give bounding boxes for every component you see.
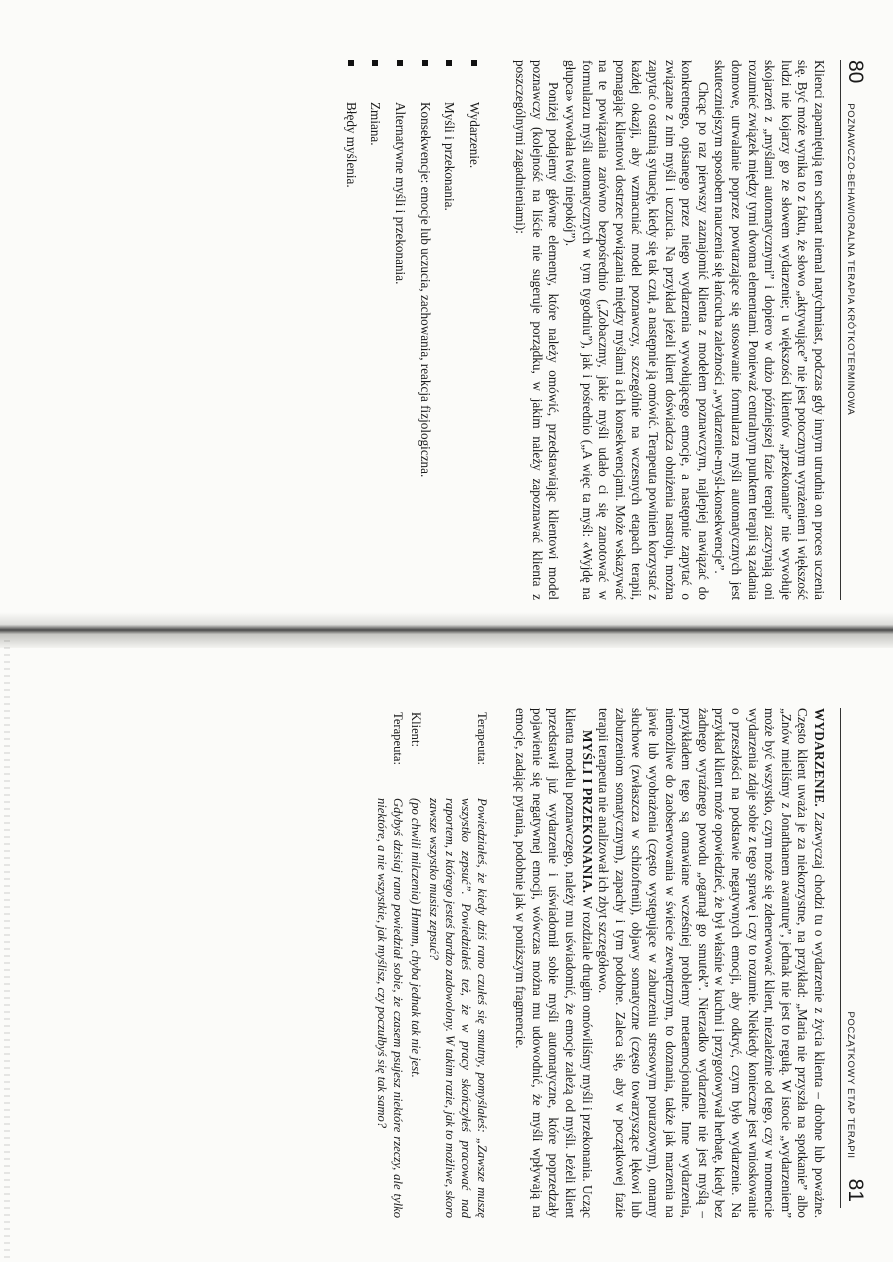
paragraph: Poniżej podajemy główne elementy, które należy omówić, przedstawiając klientowi model poznawczy (kolejność na liście nie sugeruje porządku, w jakim należy zapoznawać klienta z poszczególnymi zagadnieniami): <box>513 60 562 600</box>
running-head: POCZĄTKOWY ETAP TERAPII <box>845 1011 856 1159</box>
left-page-body <box>334 60 827 600</box>
list-item: Zmiana. <box>367 60 384 600</box>
speech: Powiedziałeś, że kiedy dziś rano czułeś się smutny, pomyślałeś: „Zawsze muszę wszystko zepsuć”. Powiedziałeś też, że w pracy skończyłeś pracować nad raportem, z którego jesteś bardzo zadowolony. W takim razie, jak to możliwe, skoro zawsze wszystko musisz zepsuć? <box>426 798 489 1218</box>
square-bullet-icon <box>372 60 378 66</box>
speaker: Terapeuta: <box>474 712 489 765</box>
page-number: 80 <box>844 60 867 84</box>
paragraph: MYŚLI I PRZEKONANIA. W rozdziale drugim omówiliśmy myśli i przekonania. Ucząc klienta modelu poznawczego, należy mu uświadomić, że emocje zależą od myśli. Jeżeli klient przedstawił już wydarzenie i uświadomił sobie myśli automatyczne, które poprzedzały pojawienie się negatywnej emocji, wówczas można mu udowodnić, że myśli wpływają na emocje, zadając pytania, podobnie jak w poniższym fragmencie. <box>513 708 595 1218</box>
dialogue-line <box>426 708 490 1218</box>
left-page <box>0 0 893 620</box>
square-bullet-icon <box>348 60 354 66</box>
right-page <box>0 640 893 1262</box>
speech: (po chwili milczenia) Hmmm, chyba jednak tak nie jest. <box>408 798 423 1078</box>
section-lead: WYDARZENIE. <box>812 708 827 807</box>
list-item: Myśli i przekonania. <box>441 60 458 600</box>
list-item: Wydarzenie. <box>465 60 482 600</box>
page-number: 81 <box>844 1178 867 1202</box>
dialogue <box>374 708 490 1218</box>
speech: Gdybyś dzisiaj rano powiedział sobie, że czasem psujesz niektóre rzeczy, ale tylko niektóre, a nie wszystkie, jak myślisz, czy poczułbyś się tak samo? <box>374 798 405 1218</box>
section-lead: MYŚLI I PRZEKONANIA. <box>579 730 595 894</box>
right-page-body <box>372 708 827 1218</box>
square-bullet-icon <box>422 60 428 66</box>
square-bullet-icon <box>446 60 452 66</box>
running-head: POZNAWCZO-BEHAWIORALNA TERAPIA KRÓTKOTERMINOWA <box>845 103 856 416</box>
speaker: Terapeuta: <box>390 712 405 765</box>
paragraph: Klienci zapamiętują ten schemat niemal natychmiast, podczas gdy innym utrudnia on proces uczenia się. Być może wynika to z faktu, że słowo „aktywujące” nie jest potocznym wyrażeniem i większość ludzi nie kojarzy go ze słowem wydarzenie; u większości klientów „przekonanie” nie wywołuje skojarzeń z „myślami automatycznymi” i dopiero w dużo późniejszej fazie terapii zaczynają oni rozumieć związek między tymi dwoma elementami. Ponieważ centralnym punktem terapii są zadania domowe, utrwalanie poprzez powtarzające się stosowanie formularza myśli automatycznych jest skuteczniejszym sposobem nauczenia się łańcucha zależności „wydarzenie-myśl-konsekwencje”. <box>712 60 827 600</box>
left-page-header <box>845 60 873 600</box>
right-page-header <box>845 680 873 1202</box>
paragraph: Chcąc po raz pierwszy zaznajomić klienta z modelem poznawczym, najlepiej nawiązać do konkretnego, opisanego przez niego wydarzenia wywołującego emocje, a następnie zapytać o związane z nim myśli i uczucia. Na przykład jeżeli klient doświadcza obniżenia nastroju, można zapytać o ostatnią sytuację, kiedy się tak czuł, a następnie ją omówić. Terapeuta powinien korzystać z każdej okazji, aby wzmacniać model poznawczy, szczególnie na wczesnych etapach terapii, pomagając klientowi dostrzec powiązania między myślami a ich konsekwencjami. Może wskazywać na te powiązania zarówno bezpośrednio („Zobaczmy, jakie myśli udało ci się zanotować w formularzu myśli automatycznych w tym tygodniu”), jak i pośrednio („A więc ta myśl: «Wyjdę na głupca» wywołała twój niepokój”). <box>563 60 711 600</box>
list-item: Konsekwencje: emocje lub uczucia, zachowania, reakcja fizjologiczna. <box>416 60 433 600</box>
dialogue-line <box>408 708 424 1218</box>
element-list <box>342 60 482 600</box>
header-rule <box>840 708 841 1208</box>
speaker: Klient: <box>408 712 423 747</box>
paragraph: WYDARZENIE. Zazwyczaj chodzi tu o wydarzenie z życia klienta – drobne lub poważne. Często klient uważa je za niekorzystne, na przykład: „Maria nie przyszła na spotkanie” albo „Znów mieliśmy z Jonathanem awanturę”, jednak nie jest to regułą. W istocie „wydarzeniem” może być wszystko, czym może się zdenerwować klient, niezależnie od tego, czy w momencie wydarzenia zdaje sobie z tego sprawę i czy to rozumie. Niekiedy konieczne jest wnioskowanie o przeszłości na podstawie negatywnych emocji, aby odkryć, czym było wydarzenie. Na przykład klient może opowiedzieć, że był właśnie w kuchni i przygotowywał herbatę, kiedy bez żadnego wyraźnego powodu „ogarnął go smutek”. Nierzadko wydarzenie nie jest myślą – przykładem tego są omawiane wcześniej problemy metaemocjonalne. Inne wydarzenia, niemożliwe do zaobserwowania w świecie zewnętrznym, to doznania, także jak marzenia na jawie lub wyobrażenia (często występujące w zaburzeniu stresowym pourazowym), omamy słuchowe (zwłaszcza w schizofrenii), objawy somatyczne (często towarzyszące lękowi lub zaburzeniom somatycznym), zapachy i tym podobne. Zaleca się, aby w początkowej fazie terapii terapeuta nie analizował ich zbyt szczegółowo. <box>596 708 827 1218</box>
dialogue-line <box>374 708 406 1218</box>
scan-noise <box>4 640 10 1262</box>
list-item: Alternatywne myśli i przekonania. <box>391 60 408 600</box>
list-item: Błędy myślenia. <box>342 60 359 600</box>
square-bullet-icon <box>471 60 477 66</box>
header-rule <box>840 60 841 600</box>
square-bullet-icon <box>397 60 403 66</box>
